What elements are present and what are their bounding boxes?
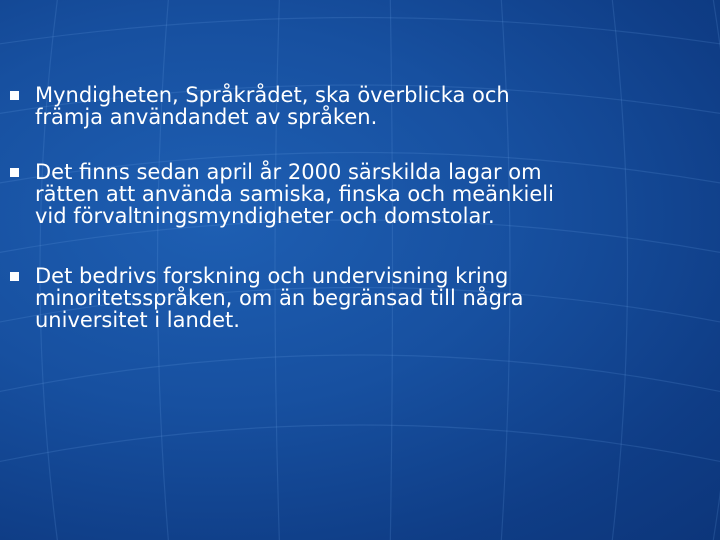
square-bullet-icon [10,168,19,177]
square-bullet-icon [10,272,19,281]
bullet-text: Det bedrivs forskning och undervisning kring minoritetsspråken, om än begränsad till några universitet i landet. [35,264,524,332]
bullet-text: Det finns sedan april år 2000 särskilda lagar om rätten att använda samiska, finska och meänkieli vid förvaltningsmyndigheter och domstolar. [35,160,554,228]
square-bullet-icon [10,91,19,100]
bullet-text: Myndigheten, Språkrådet, ska överblicka och främja användandet av språken. [35,83,510,129]
